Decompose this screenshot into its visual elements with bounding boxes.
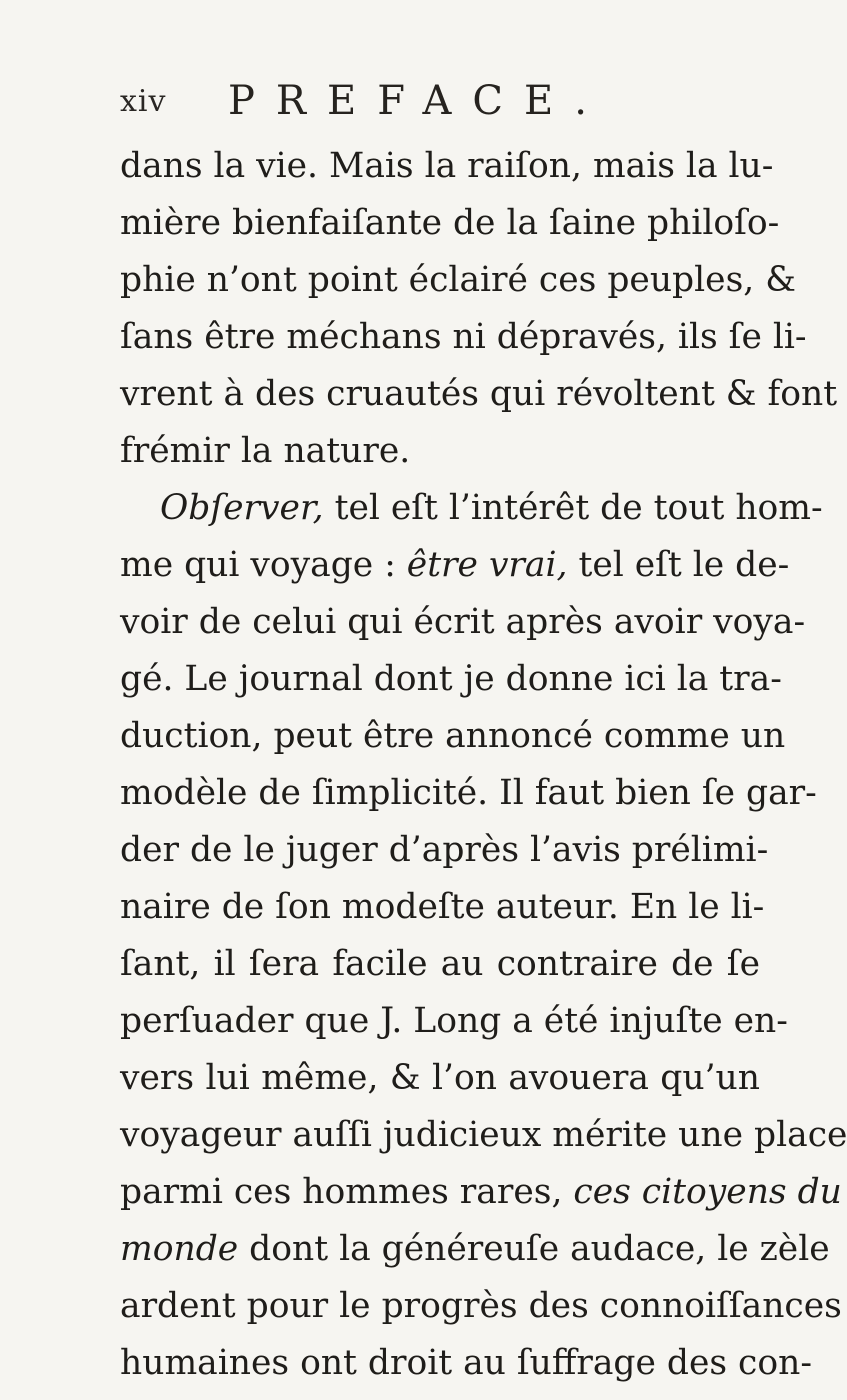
- text-segment: vrent à des cruautés qui révoltent & font: [120, 374, 838, 414]
- text-segment: parmi ces hommes rares,: [120, 1172, 574, 1212]
- text-line: [120, 822, 769, 879]
- page-number: xiv: [120, 84, 167, 119]
- text-line: [120, 195, 780, 252]
- text-line: [120, 936, 760, 993]
- text-line: [120, 1050, 760, 1107]
- text-line: [120, 1107, 847, 1164]
- text-segment: duction, peut être annoncé comme un: [120, 716, 786, 756]
- italic-segment: Obſerver,: [160, 488, 324, 528]
- text-segment: dans la vie. Mais la raiſon, mais la lu-: [120, 146, 774, 186]
- text-line: [120, 1278, 842, 1335]
- text-line: [120, 708, 786, 765]
- running-head: [120, 78, 760, 124]
- text-segment: phie n’ont point éclairé ces peuples, &: [120, 260, 796, 300]
- text-segment: perſuader que J. Long a été injuſte en-: [120, 1001, 788, 1041]
- text-line: [120, 765, 817, 822]
- text-segment: dont la généreuſe audace, le zèle: [238, 1229, 830, 1269]
- text-segment: gé. Le journal dont je donne ici la tra-: [120, 659, 782, 699]
- text-line: [120, 594, 806, 651]
- text-line: [120, 651, 782, 708]
- text-line: [120, 423, 760, 480]
- text-segment: ardent pour le progrès des connoiſſances: [120, 1286, 842, 1326]
- text-line: [120, 1335, 813, 1392]
- text-line: [120, 366, 838, 423]
- text-segment: me qui voyage :: [120, 545, 407, 585]
- text-segment: voyageur auſſi judicieux mérite une place: [120, 1115, 847, 1155]
- text-segment: voir de celui qui écrit après avoir voya-: [120, 602, 806, 642]
- italic-segment: ces citoyens du: [573, 1172, 842, 1212]
- text-segment: vers lui même, & l’on avouera qu’un: [120, 1058, 760, 1098]
- text-line: [120, 1221, 830, 1278]
- text-line: [120, 252, 796, 309]
- italic-segment: monde: [120, 1229, 239, 1269]
- paragraph-1: [120, 138, 838, 480]
- text-line: [120, 309, 807, 366]
- text-segment: ſant, il ſera facile au contraire de ſe: [120, 944, 760, 984]
- text-line: [120, 993, 788, 1050]
- text-segment: tel eſt l’intérêt de tout hom-: [323, 488, 823, 528]
- paragraph-2: [120, 480, 847, 1392]
- text-segment: naire de ſon modeſte auteur. En le li-: [120, 887, 765, 927]
- text-segment: frémir la nature.: [120, 431, 411, 471]
- text-line: [120, 537, 790, 594]
- text-line: [120, 480, 823, 537]
- text-line: [120, 879, 765, 936]
- text-segment: der de le juger d’après l’avis prélimi-: [120, 830, 769, 870]
- text-segment: modèle de ſimplicité. Il faut bien ſe gar-: [120, 773, 817, 813]
- running-title: PREFACE.: [228, 78, 608, 124]
- text-segment: tel eſt le de-: [567, 545, 790, 585]
- text-segment: humaines ont droit au ſuffrage des con-: [120, 1343, 813, 1383]
- text-segment: mière bienfaiſante de la ſaine philoſo-: [120, 203, 780, 243]
- text-segment: ſans être méchans ni dépravés, ils ſe li-: [120, 317, 807, 357]
- text-line: [120, 138, 774, 195]
- italic-segment: être vrai,: [406, 545, 568, 585]
- text-line: [120, 1164, 842, 1221]
- body-text: [120, 138, 847, 1392]
